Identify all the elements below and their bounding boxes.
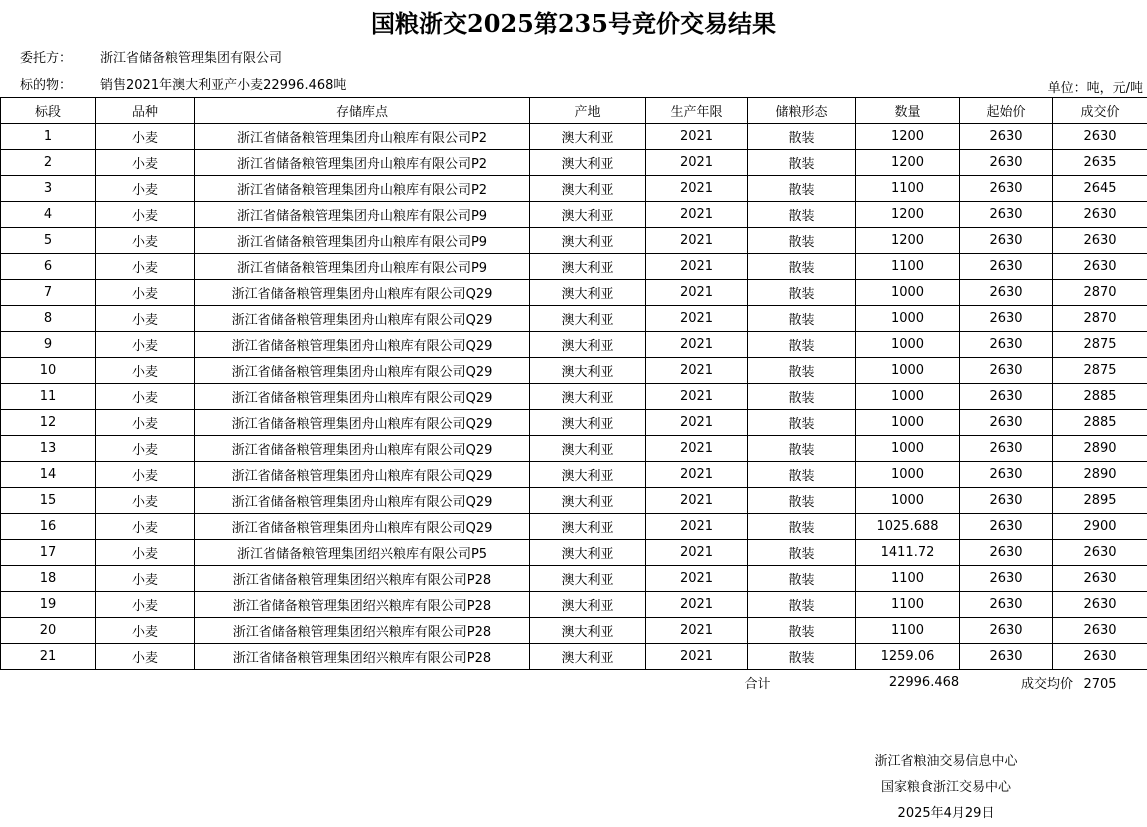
cell-lot: 16 bbox=[1, 514, 96, 540]
table-row bbox=[1, 280, 1147, 306]
cell-deal-price: 2885 bbox=[1053, 384, 1147, 410]
subject-label: 标的物： bbox=[20, 77, 100, 95]
cell-variety: 小麦 bbox=[96, 332, 195, 358]
cell-origin: 澳大利亚 bbox=[530, 176, 646, 202]
cell-lot: 12 bbox=[1, 410, 96, 436]
cell-quantity: 1000 bbox=[856, 384, 960, 410]
cell-variety: 小麦 bbox=[96, 202, 195, 228]
footer-org-2: 国家粮食浙江交易中心 bbox=[816, 775, 1076, 801]
cell-lot: 20 bbox=[1, 618, 96, 644]
table-row bbox=[1, 566, 1147, 592]
cell-warehouse: 浙江省储备粮管理集团舟山粮库有限公司Q29 bbox=[195, 462, 530, 488]
header-lot: 标段 bbox=[1, 98, 96, 124]
table-row bbox=[1, 644, 1147, 670]
cell-deal-price: 2630 bbox=[1053, 254, 1147, 280]
table-row bbox=[1, 202, 1147, 228]
cell-lot: 2 bbox=[1, 150, 96, 176]
cell-start-price: 2630 bbox=[960, 592, 1053, 618]
cell-storage-form: 散装 bbox=[748, 202, 856, 228]
cell-warehouse: 浙江省储备粮管理集团绍兴粮库有限公司P5 bbox=[195, 540, 530, 566]
page-title: 国粮浙交2025第235号竞价交易结果 bbox=[0, 6, 1147, 42]
cell-warehouse: 浙江省储备粮管理集团舟山粮库有限公司P9 bbox=[195, 254, 530, 280]
cell-warehouse: 浙江省储备粮管理集团舟山粮库有限公司Q29 bbox=[195, 358, 530, 384]
cell-warehouse: 浙江省储备粮管理集团绍兴粮库有限公司P28 bbox=[195, 618, 530, 644]
cell-storage-form: 散装 bbox=[748, 306, 856, 332]
cell-variety: 小麦 bbox=[96, 384, 195, 410]
cell-warehouse: 浙江省储备粮管理集团绍兴粮库有限公司P28 bbox=[195, 566, 530, 592]
cell-storage-form: 散装 bbox=[748, 488, 856, 514]
cell-origin: 澳大利亚 bbox=[530, 436, 646, 462]
cell-quantity: 1000 bbox=[856, 280, 960, 306]
cell-quantity: 1100 bbox=[856, 254, 960, 280]
table-row bbox=[1, 358, 1147, 384]
cell-start-price: 2630 bbox=[960, 514, 1053, 540]
cell-storage-form: 散装 bbox=[748, 124, 856, 150]
table-row bbox=[1, 514, 1147, 540]
unit-note: 单位：吨，元/吨 bbox=[1048, 80, 1143, 98]
cell-lot: 6 bbox=[1, 254, 96, 280]
cell-start-price: 2630 bbox=[960, 150, 1053, 176]
cell-year: 2021 bbox=[646, 592, 748, 618]
cell-year: 2021 bbox=[646, 280, 748, 306]
cell-variety: 小麦 bbox=[96, 410, 195, 436]
cell-year: 2021 bbox=[646, 436, 748, 462]
cell-deal-price: 2630 bbox=[1053, 124, 1147, 150]
total-row bbox=[1, 670, 1147, 696]
cell-origin: 澳大利亚 bbox=[530, 280, 646, 306]
table-row bbox=[1, 410, 1147, 436]
cell-start-price: 2630 bbox=[960, 384, 1053, 410]
cell-year: 2021 bbox=[646, 228, 748, 254]
cell-quantity: 1100 bbox=[856, 566, 960, 592]
cell-warehouse: 浙江省储备粮管理集团舟山粮库有限公司P2 bbox=[195, 124, 530, 150]
cell-origin: 澳大利亚 bbox=[530, 228, 646, 254]
cell-year: 2021 bbox=[646, 618, 748, 644]
cell-quantity: 1200 bbox=[856, 124, 960, 150]
cell-deal-price: 2875 bbox=[1053, 332, 1147, 358]
avg-price-value: 2705 bbox=[1053, 676, 1147, 694]
cell-quantity: 1100 bbox=[856, 592, 960, 618]
cell-start-price: 2630 bbox=[960, 228, 1053, 254]
cell-quantity: 1000 bbox=[856, 358, 960, 384]
cell-warehouse: 浙江省储备粮管理集团舟山粮库有限公司Q29 bbox=[195, 332, 530, 358]
cell-deal-price: 2630 bbox=[1053, 592, 1147, 618]
cell-year: 2021 bbox=[646, 332, 748, 358]
footer-org-1: 浙江省粮油交易信息中心 bbox=[816, 749, 1076, 775]
cell-quantity: 1000 bbox=[856, 436, 960, 462]
cell-year: 2021 bbox=[646, 488, 748, 514]
cell-lot: 15 bbox=[1, 488, 96, 514]
cell-warehouse: 浙江省储备粮管理集团舟山粮库有限公司P2 bbox=[195, 176, 530, 202]
cell-storage-form: 散装 bbox=[748, 618, 856, 644]
cell-quantity: 1200 bbox=[856, 202, 960, 228]
cell-variety: 小麦 bbox=[96, 306, 195, 332]
cell-lot: 7 bbox=[1, 280, 96, 306]
cell-storage-form: 散装 bbox=[748, 462, 856, 488]
cell-storage-form: 散装 bbox=[748, 566, 856, 592]
cell-deal-price: 2635 bbox=[1053, 150, 1147, 176]
cell-quantity: 1025.688 bbox=[856, 514, 960, 540]
cell-year: 2021 bbox=[646, 566, 748, 592]
cell-start-price: 2630 bbox=[960, 124, 1053, 150]
cell-start-price: 2630 bbox=[960, 462, 1053, 488]
cell-deal-price: 2890 bbox=[1053, 462, 1147, 488]
cell-storage-form: 散装 bbox=[748, 176, 856, 202]
cell-origin: 澳大利亚 bbox=[530, 644, 646, 670]
cell-quantity: 1100 bbox=[856, 618, 960, 644]
cell-warehouse: 浙江省储备粮管理集团舟山粮库有限公司Q29 bbox=[195, 514, 530, 540]
table-row bbox=[1, 384, 1147, 410]
cell-storage-form: 散装 bbox=[748, 280, 856, 306]
header-deal-price: 成交价 bbox=[1053, 98, 1147, 124]
cell-variety: 小麦 bbox=[96, 566, 195, 592]
cell-year: 2021 bbox=[646, 202, 748, 228]
footer-date: 2025年4月29日 bbox=[816, 801, 1076, 827]
cell-warehouse: 浙江省储备粮管理集团舟山粮库有限公司Q29 bbox=[195, 410, 530, 436]
cell-variety: 小麦 bbox=[96, 280, 195, 306]
cell-storage-form: 散装 bbox=[748, 384, 856, 410]
header-quantity: 数量 bbox=[856, 98, 960, 124]
cell-start-price: 2630 bbox=[960, 436, 1053, 462]
table-header-row bbox=[1, 98, 1147, 124]
cell-origin: 澳大利亚 bbox=[530, 150, 646, 176]
cell-quantity: 1200 bbox=[856, 228, 960, 254]
cell-storage-form: 散装 bbox=[748, 254, 856, 280]
cell-lot: 3 bbox=[1, 176, 96, 202]
cell-warehouse: 浙江省储备粮管理集团舟山粮库有限公司P9 bbox=[195, 202, 530, 228]
cell-lot: 4 bbox=[1, 202, 96, 228]
cell-warehouse: 浙江省储备粮管理集团舟山粮库有限公司Q29 bbox=[195, 306, 530, 332]
cell-start-price: 2630 bbox=[960, 540, 1053, 566]
cell-start-price: 2630 bbox=[960, 488, 1053, 514]
cell-origin: 澳大利亚 bbox=[530, 462, 646, 488]
cell-variety: 小麦 bbox=[96, 488, 195, 514]
results-table bbox=[0, 97, 1147, 695]
cell-lot: 5 bbox=[1, 228, 96, 254]
cell-deal-price: 2870 bbox=[1053, 280, 1147, 306]
cell-storage-form: 散装 bbox=[748, 150, 856, 176]
cell-year: 2021 bbox=[646, 462, 748, 488]
cell-origin: 澳大利亚 bbox=[530, 488, 646, 514]
cell-storage-form: 散装 bbox=[748, 358, 856, 384]
cell-warehouse: 浙江省储备粮管理集团绍兴粮库有限公司P28 bbox=[195, 592, 530, 618]
cell-year: 2021 bbox=[646, 176, 748, 202]
subject-line bbox=[20, 77, 346, 95]
cell-origin: 澳大利亚 bbox=[530, 124, 646, 150]
cell-storage-form: 散装 bbox=[748, 644, 856, 670]
cell-year: 2021 bbox=[646, 254, 748, 280]
table-row bbox=[1, 540, 1147, 566]
cell-variety: 小麦 bbox=[96, 150, 195, 176]
cell-warehouse: 浙江省储备粮管理集团舟山粮库有限公司Q29 bbox=[195, 488, 530, 514]
cell-storage-form: 散装 bbox=[748, 332, 856, 358]
cell-year: 2021 bbox=[646, 540, 748, 566]
cell-year: 2021 bbox=[646, 306, 748, 332]
avg-price-label: 成交均价 bbox=[1000, 670, 1095, 696]
table-row bbox=[1, 228, 1147, 254]
cell-storage-form: 散装 bbox=[748, 228, 856, 254]
cell-lot: 14 bbox=[1, 462, 96, 488]
cell-variety: 小麦 bbox=[96, 462, 195, 488]
client-value: 浙江省储备粮管理集团有限公司 bbox=[100, 51, 282, 66]
cell-warehouse: 浙江省储备粮管理集团舟山粮库有限公司Q29 bbox=[195, 280, 530, 306]
cell-deal-price: 2885 bbox=[1053, 410, 1147, 436]
cell-quantity: 1100 bbox=[856, 176, 960, 202]
cell-origin: 澳大利亚 bbox=[530, 592, 646, 618]
cell-start-price: 2630 bbox=[960, 306, 1053, 332]
header-start-price: 起始价 bbox=[960, 98, 1053, 124]
cell-origin: 澳大利亚 bbox=[530, 514, 646, 540]
cell-lot: 9 bbox=[1, 332, 96, 358]
cell-origin: 澳大利亚 bbox=[530, 358, 646, 384]
cell-deal-price: 2630 bbox=[1053, 540, 1147, 566]
cell-year: 2021 bbox=[646, 358, 748, 384]
cell-origin: 澳大利亚 bbox=[530, 306, 646, 332]
table-row bbox=[1, 462, 1147, 488]
table-row bbox=[1, 488, 1147, 514]
cell-start-price: 2630 bbox=[960, 332, 1053, 358]
cell-deal-price: 2630 bbox=[1053, 228, 1147, 254]
cell-warehouse: 浙江省储备粮管理集团舟山粮库有限公司P2 bbox=[195, 150, 530, 176]
header-storage-form: 储粮形态 bbox=[748, 98, 856, 124]
cell-origin: 澳大利亚 bbox=[530, 410, 646, 436]
cell-origin: 澳大利亚 bbox=[530, 202, 646, 228]
header-variety: 品种 bbox=[96, 98, 195, 124]
cell-deal-price: 2895 bbox=[1053, 488, 1147, 514]
cell-variety: 小麦 bbox=[96, 254, 195, 280]
cell-quantity: 1000 bbox=[856, 410, 960, 436]
cell-start-price: 2630 bbox=[960, 358, 1053, 384]
cell-variety: 小麦 bbox=[96, 514, 195, 540]
cell-quantity: 1000 bbox=[856, 462, 960, 488]
table-row bbox=[1, 306, 1147, 332]
cell-origin: 澳大利亚 bbox=[530, 566, 646, 592]
cell-lot: 19 bbox=[1, 592, 96, 618]
subject-value: 销售2021年澳大利亚产小麦22996.468吨 bbox=[100, 78, 346, 93]
cell-start-price: 2630 bbox=[960, 202, 1053, 228]
cell-origin: 澳大利亚 bbox=[530, 618, 646, 644]
cell-warehouse: 浙江省储备粮管理集团舟山粮库有限公司P9 bbox=[195, 228, 530, 254]
table-row bbox=[1, 618, 1147, 644]
table-row bbox=[1, 124, 1147, 150]
cell-deal-price: 2900 bbox=[1053, 514, 1147, 540]
cell-lot: 1 bbox=[1, 124, 96, 150]
cell-deal-price: 2890 bbox=[1053, 436, 1147, 462]
header-warehouse: 存储库点 bbox=[195, 98, 530, 124]
cell-start-price: 2630 bbox=[960, 176, 1053, 202]
total-quantity: 22996.468 bbox=[878, 670, 971, 696]
cell-quantity: 1000 bbox=[856, 332, 960, 358]
cell-year: 2021 bbox=[646, 384, 748, 410]
cell-lot: 8 bbox=[1, 306, 96, 332]
cell-year: 2021 bbox=[646, 514, 748, 540]
cell-start-price: 2630 bbox=[960, 254, 1053, 280]
cell-deal-price: 2645 bbox=[1053, 176, 1147, 202]
cell-storage-form: 散装 bbox=[748, 592, 856, 618]
table-row bbox=[1, 332, 1147, 358]
client-line bbox=[20, 50, 282, 68]
cell-storage-form: 散装 bbox=[748, 436, 856, 462]
cell-quantity: 1000 bbox=[856, 306, 960, 332]
cell-storage-form: 散装 bbox=[748, 540, 856, 566]
cell-deal-price: 2630 bbox=[1053, 202, 1147, 228]
cell-storage-form: 散装 bbox=[748, 410, 856, 436]
cell-deal-price: 2630 bbox=[1053, 618, 1147, 644]
cell-deal-price: 2870 bbox=[1053, 306, 1147, 332]
cell-variety: 小麦 bbox=[96, 228, 195, 254]
table-row bbox=[1, 592, 1147, 618]
cell-start-price: 2630 bbox=[960, 566, 1053, 592]
cell-variety: 小麦 bbox=[96, 358, 195, 384]
header-year: 生产年限 bbox=[646, 98, 748, 124]
cell-quantity: 1259.06 bbox=[856, 644, 960, 670]
cell-start-price: 2630 bbox=[960, 410, 1053, 436]
cell-origin: 澳大利亚 bbox=[530, 384, 646, 410]
cell-year: 2021 bbox=[646, 124, 748, 150]
cell-variety: 小麦 bbox=[96, 618, 195, 644]
cell-quantity: 1200 bbox=[856, 150, 960, 176]
cell-lot: 17 bbox=[1, 540, 96, 566]
cell-origin: 澳大利亚 bbox=[530, 254, 646, 280]
cell-deal-price: 2875 bbox=[1053, 358, 1147, 384]
table-row bbox=[1, 176, 1147, 202]
cell-start-price: 2630 bbox=[960, 618, 1053, 644]
cell-variety: 小麦 bbox=[96, 644, 195, 670]
cell-storage-form: 散装 bbox=[748, 514, 856, 540]
total-label: 合计 bbox=[706, 670, 810, 696]
cell-year: 2021 bbox=[646, 410, 748, 436]
cell-lot: 18 bbox=[1, 566, 96, 592]
cell-deal-price: 2630 bbox=[1053, 644, 1147, 670]
cell-warehouse: 浙江省储备粮管理集团舟山粮库有限公司Q29 bbox=[195, 384, 530, 410]
table-row bbox=[1, 254, 1147, 280]
cell-deal-price: 2630 bbox=[1053, 566, 1147, 592]
cell-variety: 小麦 bbox=[96, 124, 195, 150]
cell-lot: 10 bbox=[1, 358, 96, 384]
cell-lot: 21 bbox=[1, 644, 96, 670]
client-label: 委托方： bbox=[20, 50, 100, 68]
cell-variety: 小麦 bbox=[96, 436, 195, 462]
cell-variety: 小麦 bbox=[96, 176, 195, 202]
cell-lot: 11 bbox=[1, 384, 96, 410]
cell-quantity: 1000 bbox=[856, 488, 960, 514]
header-origin: 产地 bbox=[530, 98, 646, 124]
cell-origin: 澳大利亚 bbox=[530, 540, 646, 566]
cell-year: 2021 bbox=[646, 150, 748, 176]
table-row bbox=[1, 436, 1147, 462]
cell-warehouse: 浙江省储备粮管理集团舟山粮库有限公司Q29 bbox=[195, 436, 530, 462]
cell-origin: 澳大利亚 bbox=[530, 332, 646, 358]
cell-start-price: 2630 bbox=[960, 280, 1053, 306]
cell-year: 2021 bbox=[646, 644, 748, 670]
cell-warehouse: 浙江省储备粮管理集团绍兴粮库有限公司P28 bbox=[195, 644, 530, 670]
cell-lot: 13 bbox=[1, 436, 96, 462]
table-row bbox=[1, 150, 1147, 176]
cell-quantity: 1411.72 bbox=[856, 540, 960, 566]
cell-variety: 小麦 bbox=[96, 540, 195, 566]
cell-variety: 小麦 bbox=[96, 592, 195, 618]
cell-start-price: 2630 bbox=[960, 644, 1053, 670]
